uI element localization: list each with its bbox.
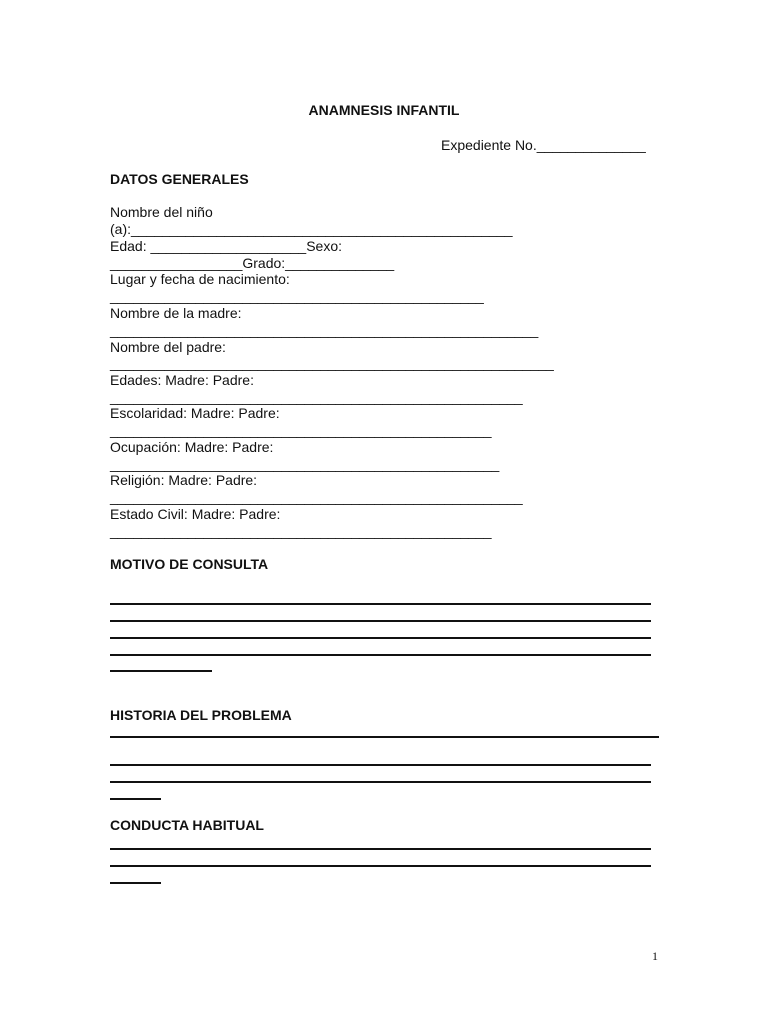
field-line: Escolaridad: Madre: Padre: <box>110 405 280 421</box>
field-line: Estado Civil: Madre: Padre: <box>110 506 281 522</box>
field-line: _________________________________________________ <box>110 422 492 438</box>
page-number: 1 <box>652 949 658 963</box>
field-line: Lugar y fecha de nacimiento: <box>110 271 290 287</box>
answer-line <box>110 882 161 884</box>
conducta-habitual-heading: CONDUCTA HABITUAL <box>110 817 264 833</box>
field-line: __________________________________________________ <box>110 456 500 472</box>
motivo-consulta-heading: MOTIVO DE CONSULTA <box>110 556 269 572</box>
field-line: Ocupación: Madre: Padre: <box>110 439 274 455</box>
field-line: _________________________________________________ <box>110 523 492 539</box>
field-line: _________________Grado:______________ <box>110 255 395 271</box>
field-line: _____________________________________________________ <box>110 489 523 505</box>
datos-generales-heading: DATOS GENERALES <box>110 171 249 187</box>
field-line: _______________________________________________________ <box>110 322 539 338</box>
answer-line <box>110 620 651 622</box>
field-line: Nombre del niño <box>110 204 213 220</box>
answer-line <box>110 736 659 738</box>
expediente-field: Expediente No.______________ <box>441 137 646 153</box>
answer-line <box>110 637 651 639</box>
field-line: _________________________________________________________ <box>110 355 554 371</box>
field-line: Edad: ____________________Sexo: <box>110 238 342 254</box>
answer-line <box>110 865 651 867</box>
field-line: Religión: Madre: Padre: <box>110 472 258 488</box>
answer-line <box>110 603 651 605</box>
answer-line <box>110 781 651 783</box>
field-line: Edades: Madre: Padre: <box>110 372 254 388</box>
answer-line <box>110 670 212 672</box>
historia-problema-heading: HISTORIA DEL PROBLEMA <box>110 707 292 723</box>
document-title: ANAMNESIS INFANTIL <box>308 102 460 118</box>
answer-line <box>110 798 161 800</box>
field-line: (a):_________________________________________________ <box>110 221 513 237</box>
field-line: _____________________________________________________ <box>110 389 523 405</box>
answer-line <box>110 848 651 850</box>
field-line: Nombre del padre: <box>110 339 226 355</box>
answer-line <box>110 764 651 766</box>
answer-line <box>110 654 651 656</box>
field-line: ________________________________________________ <box>110 288 484 304</box>
field-line: Nombre de la madre: <box>110 305 242 321</box>
